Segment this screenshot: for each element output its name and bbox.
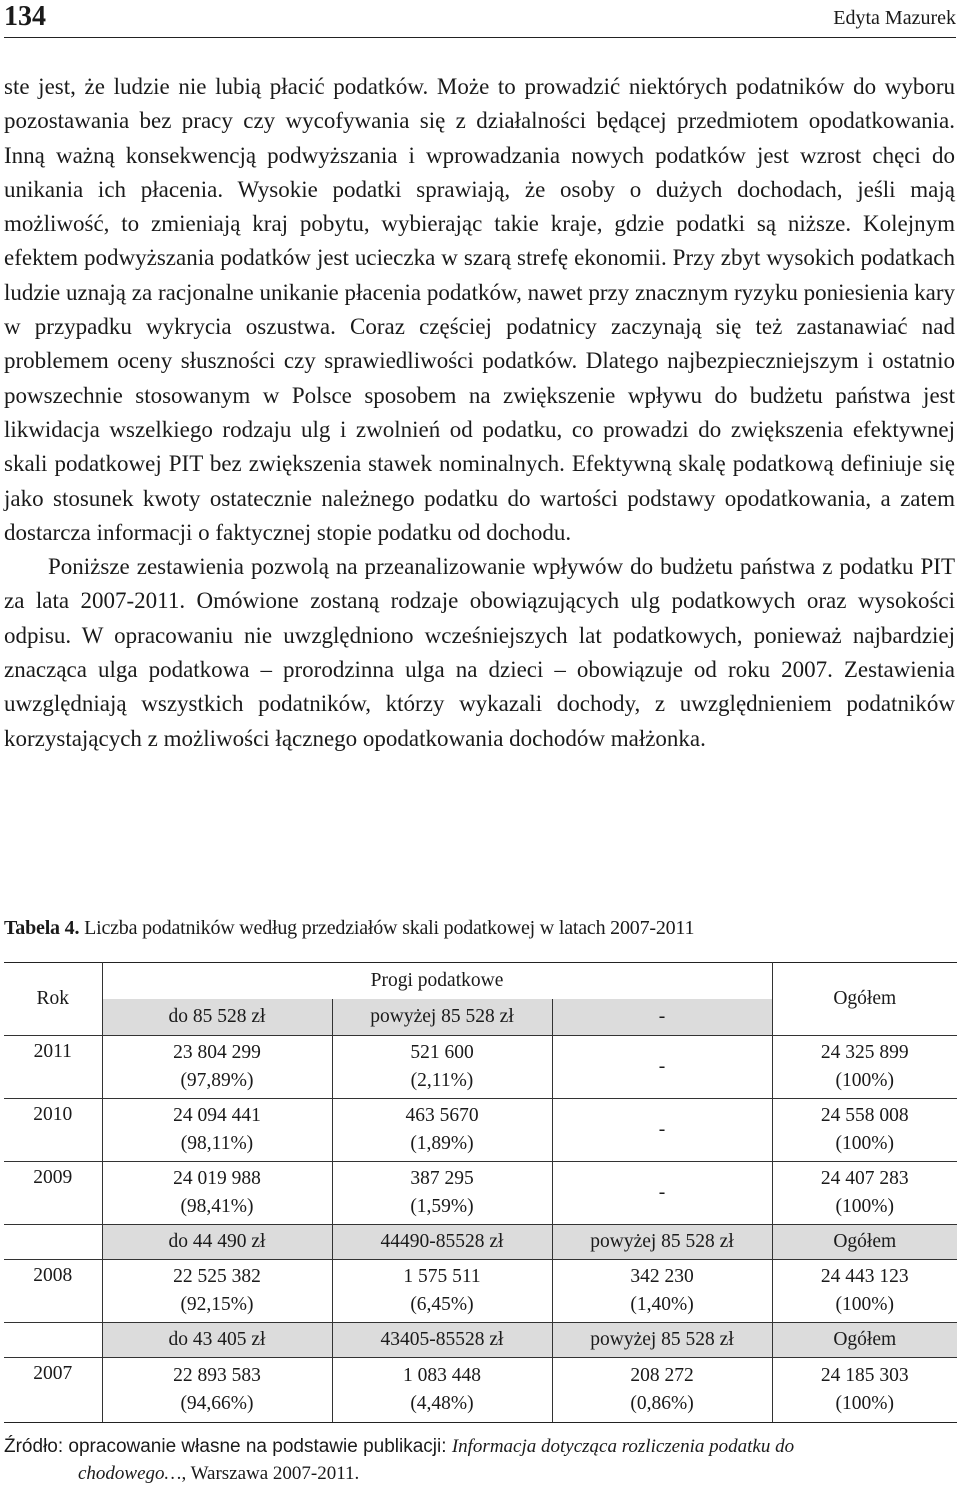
threshold-b-4: Ogółem [772,1225,957,1260]
total-cell [772,1260,957,1323]
value: 521 600 [410,1042,474,1063]
bracket3-cell: - [552,1099,772,1162]
value: 24 185 303 [820,1365,909,1386]
threshold-c-3: powyżej 85 528 zł [552,1323,772,1358]
percent: (1,40%) [630,1294,694,1315]
threshold-a-2: powyżej 85 528 zł [332,999,552,1036]
year-cell: 2011 [4,1036,102,1099]
value: 24 325 899 [820,1042,909,1063]
threshold-a-1: do 85 528 zł [102,999,332,1036]
page-header [4,0,956,38]
percent: (2,11%) [410,1070,474,1091]
total-cell [772,1036,957,1099]
table-source-note [4,1433,956,1487]
threshold-row-c [4,1323,957,1358]
table-caption-text: Liczba podatników według przedziałów skali podatkowej w latach 2007-2011 [79,917,695,939]
percent: (97,89%) [180,1070,254,1091]
bracket3-cell [552,1260,772,1323]
value: 24 558 008 [820,1105,909,1126]
bracket1-cell [102,1260,332,1323]
running-head-author: Edyta Mazurek [833,7,956,29]
year-cell: 2008 [4,1260,102,1323]
value: 342 230 [630,1266,694,1287]
threshold-c-4: Ogółem [772,1323,957,1358]
percent: (1,89%) [410,1133,474,1154]
source-label: Źródło: opracowanie własne na podstawie publikacji: [4,1436,452,1457]
total-cell [772,1099,957,1162]
bracket2-cell [332,1036,552,1099]
percent: (94,66%) [180,1393,254,1414]
page-number: 134 [4,1,46,32]
value: 1 575 511 [403,1266,481,1287]
bracket2-cell [332,1162,552,1225]
percent: (0,86%) [630,1393,694,1414]
table-caption [4,914,694,942]
threshold-c-2: 43405-85528 zł [332,1323,552,1358]
value: 463 5670 [405,1105,479,1126]
value: 208 272 [630,1365,694,1386]
year-cell: 2010 [4,1099,102,1162]
threshold-a-3: - [552,999,772,1036]
bracket3-cell: - [552,1162,772,1225]
bracket1-cell [102,1358,332,1423]
bracket2-cell [332,1358,552,1423]
table-row-2011 [4,1036,957,1099]
value: 387 295 [410,1168,474,1189]
value: 24 019 988 [173,1168,261,1189]
table-row-2009 [4,1162,957,1225]
source-title-part2: chodowego… [78,1463,182,1484]
value: 24 443 123 [820,1266,909,1287]
threshold-b-2: 44490-85528 zł [332,1225,552,1260]
table-caption-label: Tabela 4. [4,917,80,939]
percent: (98,11%) [180,1133,254,1154]
tax-bracket-table [4,962,957,1423]
value: 23 804 299 [173,1042,261,1063]
value: 24 407 283 [820,1168,909,1189]
value: 1 083 448 [403,1365,481,1386]
value: 24 094 441 [173,1105,261,1126]
bracket2-cell [332,1260,552,1323]
bracket1-cell [102,1162,332,1225]
header-progi: Progi podatkowe [102,963,772,1000]
paragraph-1: ste jest, że ludzie nie lubią płacić podatków. Może to prowadzić niektórych podatników do wyboru pozostawania bez pracy czy wycofywania się z działalności będącej przedmiotem opodatkowania. Inną ważną konsekwencją podwyższania i wprowadzania nowych podatków jest wzrost chęci do unikania ich płacenia. Wysokie podatki sprawiają, że osoby o dużych dochodach, jeśli mają możliwość, to zmieniają kraj pobytu, wybierając takie kraje, gdzie podatki są niższe. Kolejnym efektem podwyższania podatków jest ucieczka w szarą strefę ekonomii. Przy zbyt wysokich podatkach ludzie uznają za racjonalne unikanie płacenia podatków, nawet przy znacznym ryzyku poniesienia kary w przypadku wykrycia oszustwa. Coraz częściej podatnicy zaczynają się też zastanawiać nad problemem oceny słuszności czy sprawiedliwości podatków. Dlatego najbezpieczniejszym i ostatnio powszechnie stosowanym w Polsce sposobem na zwiększenie wpływu do budżetu państwa jest likwidacja wszelkiego rodzaju ulg i zwolnień od podatku, co prowadzi do zwiększenia efektywnej skali podatkowej PIT bez zwiększenia stawek nominalnych. Efektywną skalę podatkową definiuje się jako stosunek kwoty ostatecznie należnego podatku do wartości podstawy opodatkowania, a zatem dostarcza informacji o faktycznej stopie podatku od dochodu. [4,74,955,545]
source-rest: , Warszawa 2007-2011. [181,1463,360,1484]
percent: (92,15%) [180,1294,254,1315]
total-cell [772,1358,957,1423]
percent: (100%) [835,1393,894,1414]
threshold-c-1: do 43 405 zł [102,1323,332,1358]
empty-cell [4,1323,102,1358]
threshold-b-1: do 44 490 zł [102,1225,332,1260]
source-line-2 [4,1460,956,1487]
bracket3-cell [552,1358,772,1423]
paragraph-2: Poniższe zestawienia pozwolą na przeanalizowanie wpływów do budżetu państwa z podatku PIT za lata 2007-2011. Omówione zostaną rodzaje obowiązujących ulg podatkowych oraz wysokości odpisu. W opracowaniu nie uwzględniono wcześniejszych lat podatkowych, ponieważ najbardziej znacząca ulga podatkowa – prorodzinna ulga na dzieci – obowiązuje od roku 2007. Zestawienia uwzględniają wszystkich podatników, którzy wykazali dochody, z uwzględnieniem podatników korzystających z możliwości łącznego opodatkowania dochodów małżonka. [4,554,955,751]
bracket3-cell: - [552,1036,772,1099]
header-ogolem: Ogółem [772,963,957,1036]
table-row-2007 [4,1358,957,1423]
body-text [4,70,955,756]
total-cell [772,1162,957,1225]
table-row-2010 [4,1099,957,1162]
percent: (100%) [835,1070,894,1091]
percent: (100%) [835,1294,894,1315]
empty-cell [4,1225,102,1260]
value: 22 893 583 [173,1365,261,1386]
year-cell: 2009 [4,1162,102,1225]
table-header-row [4,963,957,1000]
threshold-row-b [4,1225,957,1260]
value: 22 525 382 [173,1266,261,1287]
year-cell: 2007 [4,1358,102,1423]
bracket2-cell [332,1099,552,1162]
header-rok: Rok [4,963,102,1036]
table-row-2008 [4,1260,957,1323]
source-title-part1: Informacja dotycząca rozliczenia podatku do [451,1436,795,1457]
percent: (100%) [835,1196,894,1217]
bracket1-cell [102,1036,332,1099]
percent: (98,41%) [180,1196,254,1217]
percent: (100%) [835,1133,894,1154]
percent: (6,45%) [410,1294,474,1315]
percent: (4,48%) [410,1393,474,1414]
threshold-b-3: powyżej 85 528 zł [552,1225,772,1260]
bracket1-cell [102,1099,332,1162]
percent: (1,59%) [410,1196,474,1217]
